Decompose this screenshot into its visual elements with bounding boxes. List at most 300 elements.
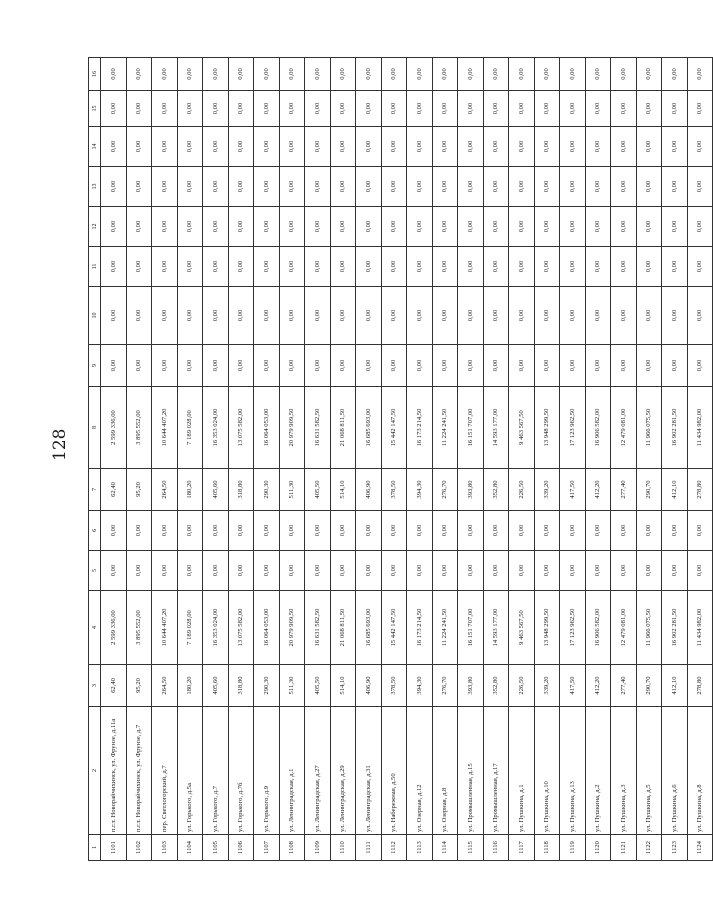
value-cell: 0,00 <box>560 345 586 387</box>
table-row <box>305 58 331 861</box>
value-cell: 0,00 <box>509 511 535 551</box>
value-cell: 0,00 <box>585 167 611 207</box>
value-cell: 0,00 <box>636 91 662 127</box>
row-id-cell: 1117 <box>509 835 535 861</box>
value-cell: 0,00 <box>585 551 611 591</box>
table-row <box>152 58 178 861</box>
value-cell: 0,00 <box>560 287 586 345</box>
value-cell: 226,50 <box>509 665 535 707</box>
value-cell: 0,00 <box>279 287 305 345</box>
value-cell: 0,00 <box>560 167 586 207</box>
value-cell: 0,00 <box>126 247 152 287</box>
value-cell: 0,00 <box>330 287 356 345</box>
value-cell: 0,00 <box>177 247 203 287</box>
value-cell: 0,00 <box>305 247 331 287</box>
value-cell: 276,70 <box>432 665 458 707</box>
table-row <box>585 58 611 861</box>
value-cell: 393,80 <box>458 665 484 707</box>
value-cell: 16 902 281,50 <box>662 591 688 665</box>
value-cell: 0,00 <box>305 287 331 345</box>
column-number: 16 <box>89 58 101 91</box>
value-cell: 0,00 <box>611 91 637 127</box>
value-cell: 405,50 <box>305 469 331 511</box>
value-cell: 0,00 <box>101 58 127 91</box>
value-cell: 0,00 <box>203 58 229 91</box>
value-cell: 0,00 <box>611 287 637 345</box>
value-cell: 0,00 <box>407 58 433 91</box>
row-id-cell: 1106 <box>228 835 254 861</box>
row-id-cell: 1121 <box>611 835 637 861</box>
address-cell: пер. Светлогорский, д.7 <box>152 707 178 835</box>
housing-fund-table <box>88 57 713 861</box>
value-cell: 62,40 <box>101 665 127 707</box>
value-cell: 16 906 582,00 <box>585 591 611 665</box>
value-cell: 0,00 <box>126 345 152 387</box>
value-cell: 17 123 962,50 <box>560 591 586 665</box>
value-cell: 417,50 <box>560 665 586 707</box>
value-cell: 0,00 <box>687 207 713 247</box>
value-cell: 95,20 <box>126 469 152 511</box>
value-cell: 0,00 <box>585 207 611 247</box>
value-cell: 0,00 <box>177 345 203 387</box>
value-cell: 264,50 <box>152 665 178 707</box>
value-cell: 3 895 552,00 <box>126 387 152 469</box>
value-cell: 0,00 <box>381 127 407 167</box>
table-row <box>407 58 433 861</box>
row-id-cell: 1104 <box>177 835 203 861</box>
value-cell: 0,00 <box>687 551 713 591</box>
value-cell: 0,00 <box>254 345 280 387</box>
value-cell: 0,00 <box>585 511 611 551</box>
value-cell: 0,00 <box>611 167 637 207</box>
value-cell: 0,00 <box>356 91 382 127</box>
address-cell: ул. Пушкина, д.5 <box>636 707 662 835</box>
value-cell: 16 064 053,00 <box>254 387 280 469</box>
value-cell: 16 173 214,50 <box>407 591 433 665</box>
value-cell: 0,00 <box>662 345 688 387</box>
value-cell: 0,00 <box>305 58 331 91</box>
row-id-cell: 1120 <box>585 835 611 861</box>
value-cell: 0,00 <box>509 345 535 387</box>
value-cell: 14 593 177,00 <box>483 591 509 665</box>
value-cell: 21 068 811,50 <box>330 591 356 665</box>
value-cell: 264,50 <box>152 469 178 511</box>
value-cell: 0,00 <box>381 207 407 247</box>
value-cell: 0,00 <box>509 207 535 247</box>
row-id-cell: 1122 <box>636 835 662 861</box>
value-cell: 0,00 <box>585 58 611 91</box>
value-cell: 0,00 <box>228 91 254 127</box>
value-cell: 0,00 <box>458 511 484 551</box>
value-cell: 0,00 <box>101 287 127 345</box>
value-cell: 0,00 <box>534 91 560 127</box>
value-cell: 0,00 <box>305 551 331 591</box>
value-cell: 0,00 <box>407 167 433 207</box>
value-cell: 0,00 <box>305 91 331 127</box>
value-cell: 0,00 <box>330 58 356 91</box>
value-cell: 0,00 <box>432 551 458 591</box>
value-cell: 0,00 <box>101 167 127 207</box>
value-cell: 0,00 <box>407 345 433 387</box>
value-cell: 514,10 <box>330 469 356 511</box>
value-cell: 0,00 <box>687 127 713 167</box>
value-cell: 0,00 <box>330 247 356 287</box>
row-id-cell: 1115 <box>458 835 484 861</box>
value-cell: 0,00 <box>177 511 203 551</box>
value-cell: 0,00 <box>687 58 713 91</box>
value-cell: 0,00 <box>636 58 662 91</box>
value-cell: 0,00 <box>560 207 586 247</box>
address-cell: ул. Промышленная, д.17 <box>483 707 509 835</box>
value-cell: 0,00 <box>152 167 178 207</box>
value-cell: 0,00 <box>126 511 152 551</box>
address-cell: ул. Ленинградская, д.27 <box>305 707 331 835</box>
value-cell: 278,80 <box>687 469 713 511</box>
value-cell: 226,50 <box>509 469 535 511</box>
value-cell: 20 979 909,50 <box>279 387 305 469</box>
address-cell: ул. Ленинградская, д.1 <box>279 707 305 835</box>
value-cell: 0,00 <box>636 287 662 345</box>
value-cell: 0,00 <box>432 207 458 247</box>
address-cell: ул. Пушкина, д.13 <box>560 707 586 835</box>
value-cell: 0,00 <box>662 58 688 91</box>
value-cell: 0,00 <box>662 91 688 127</box>
value-cell: 0,00 <box>662 551 688 591</box>
value-cell: 62,40 <box>101 469 127 511</box>
value-cell: 0,00 <box>611 58 637 91</box>
value-cell: 0,00 <box>407 551 433 591</box>
value-cell: 0,00 <box>177 207 203 247</box>
value-cell: 0,00 <box>279 345 305 387</box>
value-cell: 0,00 <box>534 167 560 207</box>
column-number: 8 <box>89 387 101 469</box>
value-cell: 0,00 <box>305 511 331 551</box>
value-cell: 0,00 <box>203 91 229 127</box>
column-number: 13 <box>89 167 101 207</box>
column-number-row <box>89 58 101 861</box>
value-cell: 16 906 582,00 <box>585 387 611 469</box>
value-cell: 16 631 582,50 <box>305 387 331 469</box>
value-cell: 514,10 <box>330 665 356 707</box>
value-cell: 7 189 028,00 <box>177 387 203 469</box>
value-cell: 0,00 <box>534 287 560 345</box>
value-cell: 0,00 <box>177 287 203 345</box>
value-cell: 0,00 <box>432 127 458 167</box>
value-cell: 511,30 <box>279 469 305 511</box>
value-cell: 0,00 <box>330 207 356 247</box>
address-cell: ул. Горького, д.7 <box>203 707 229 835</box>
value-cell: 0,00 <box>126 91 152 127</box>
value-cell: 0,00 <box>611 207 637 247</box>
value-cell: 16 902 281,50 <box>662 387 688 469</box>
value-cell: 405,60 <box>203 665 229 707</box>
row-id-cell: 1111 <box>356 835 382 861</box>
value-cell: 3 895 552,00 <box>126 591 152 665</box>
table-row <box>662 58 688 861</box>
row-id-cell: 1105 <box>203 835 229 861</box>
value-cell: 0,00 <box>585 287 611 345</box>
row-id-cell: 1103 <box>152 835 178 861</box>
value-cell: 405,50 <box>305 665 331 707</box>
value-cell: 290,70 <box>636 469 662 511</box>
value-cell: 0,00 <box>611 247 637 287</box>
value-cell: 0,00 <box>636 511 662 551</box>
value-cell: 0,00 <box>381 511 407 551</box>
value-cell: 0,00 <box>177 551 203 591</box>
value-cell: 0,00 <box>509 287 535 345</box>
value-cell: 16 685 693,00 <box>356 591 382 665</box>
value-cell: 0,00 <box>407 91 433 127</box>
value-cell: 9 463 567,50 <box>509 591 535 665</box>
value-cell: 16 353 024,00 <box>203 591 229 665</box>
address-cell: п.г.т. Новорайчихинск, ул. Фрунзе, д.11а <box>101 707 127 835</box>
table-row <box>101 58 127 861</box>
value-cell: 0,00 <box>458 247 484 287</box>
value-cell: 412,20 <box>585 469 611 511</box>
value-cell: 0,00 <box>534 345 560 387</box>
value-cell: 0,00 <box>662 287 688 345</box>
value-cell: 0,00 <box>662 127 688 167</box>
value-cell: 0,00 <box>279 91 305 127</box>
value-cell: 10 644 407,20 <box>152 591 178 665</box>
value-cell: 290,70 <box>636 665 662 707</box>
value-cell: 0,00 <box>330 167 356 207</box>
value-cell: 0,00 <box>407 511 433 551</box>
value-cell: 0,00 <box>254 58 280 91</box>
value-cell: 0,00 <box>152 58 178 91</box>
value-cell: 0,00 <box>126 207 152 247</box>
value-cell: 95,20 <box>126 665 152 707</box>
value-cell: 0,00 <box>228 207 254 247</box>
value-cell: 0,00 <box>509 167 535 207</box>
row-id-cell: 1116 <box>483 835 509 861</box>
value-cell: 339,20 <box>534 665 560 707</box>
address-cell: п.г.т. Новорайчихинск, ул. Фрунзе, д.7 <box>126 707 152 835</box>
value-cell: 0,00 <box>534 247 560 287</box>
row-id-cell: 1124 <box>687 835 713 861</box>
value-cell: 0,00 <box>177 58 203 91</box>
value-cell: 0,00 <box>228 247 254 287</box>
column-number: 15 <box>89 91 101 127</box>
value-cell: 0,00 <box>636 207 662 247</box>
value-cell: 0,00 <box>177 127 203 167</box>
value-cell: 0,00 <box>228 287 254 345</box>
value-cell: 0,00 <box>458 207 484 247</box>
column-number: 4 <box>89 591 101 665</box>
value-cell: 406,90 <box>356 469 382 511</box>
value-cell: 0,00 <box>483 511 509 551</box>
value-cell: 276,70 <box>432 469 458 511</box>
value-cell: 12 479 081,00 <box>611 387 637 469</box>
value-cell: 0,00 <box>203 345 229 387</box>
address-cell: ул. Пушкина, д.8 <box>687 707 713 835</box>
value-cell: 0,00 <box>534 127 560 167</box>
value-cell: 0,00 <box>254 91 280 127</box>
row-id-cell: 1102 <box>126 835 152 861</box>
value-cell: 0,00 <box>560 247 586 287</box>
value-cell: 0,00 <box>152 127 178 167</box>
value-cell: 0,00 <box>254 511 280 551</box>
value-cell: 0,00 <box>585 91 611 127</box>
value-cell: 0,00 <box>203 287 229 345</box>
value-cell: 0,00 <box>254 247 280 287</box>
table-row <box>432 58 458 861</box>
table-row <box>330 58 356 861</box>
value-cell: 0,00 <box>381 91 407 127</box>
value-cell: 393,80 <box>458 469 484 511</box>
value-cell: 0,00 <box>279 207 305 247</box>
value-cell: 0,00 <box>636 345 662 387</box>
row-id-cell: 1110 <box>330 835 356 861</box>
table-row <box>483 58 509 861</box>
value-cell: 0,00 <box>305 127 331 167</box>
value-cell: 352,80 <box>483 665 509 707</box>
value-cell: 11 966 075,50 <box>636 591 662 665</box>
value-cell: 0,00 <box>254 287 280 345</box>
value-cell: 2 599 336,00 <box>101 387 127 469</box>
value-cell: 0,00 <box>356 207 382 247</box>
value-cell: 0,00 <box>228 127 254 167</box>
address-cell: ул. Пушкина, д.6 <box>662 707 688 835</box>
value-cell: 0,00 <box>279 511 305 551</box>
value-cell: 0,00 <box>483 247 509 287</box>
value-cell: 0,00 <box>203 511 229 551</box>
value-cell: 0,00 <box>228 58 254 91</box>
value-cell: 0,00 <box>305 207 331 247</box>
value-cell: 7 189 028,00 <box>177 591 203 665</box>
value-cell: 0,00 <box>330 127 356 167</box>
value-cell: 0,00 <box>687 91 713 127</box>
value-cell: 0,00 <box>126 167 152 207</box>
address-cell: ул. Озерная, д.8 <box>432 707 458 835</box>
value-cell: 417,50 <box>560 469 586 511</box>
value-cell: 0,00 <box>279 167 305 207</box>
column-number: 1 <box>89 835 101 861</box>
value-cell: 0,00 <box>381 345 407 387</box>
value-cell: 277,40 <box>611 665 637 707</box>
value-cell: 0,00 <box>585 247 611 287</box>
value-cell: 16 151 707,00 <box>458 387 484 469</box>
value-cell: 180,20 <box>177 469 203 511</box>
value-cell: 0,00 <box>305 167 331 207</box>
value-cell: 394,30 <box>407 469 433 511</box>
value-cell: 412,10 <box>662 469 688 511</box>
value-cell: 0,00 <box>126 287 152 345</box>
column-number: 9 <box>89 345 101 387</box>
column-number: 7 <box>89 469 101 511</box>
value-cell: 0,00 <box>203 207 229 247</box>
value-cell: 406,90 <box>356 665 382 707</box>
table-row <box>534 58 560 861</box>
value-cell: 15 442 147,50 <box>381 591 407 665</box>
value-cell: 0,00 <box>330 345 356 387</box>
value-cell: 0,00 <box>407 247 433 287</box>
value-cell: 290,30 <box>254 469 280 511</box>
address-cell: ул. Горького, д.9 <box>254 707 280 835</box>
value-cell: 16 064 053,00 <box>254 591 280 665</box>
column-number: 6 <box>89 511 101 551</box>
value-cell: 0,00 <box>636 247 662 287</box>
value-cell: 0,00 <box>330 511 356 551</box>
value-cell: 318,80 <box>228 469 254 511</box>
value-cell: 0,00 <box>356 167 382 207</box>
value-cell: 13 948 299,50 <box>534 387 560 469</box>
value-cell: 12 479 081,00 <box>611 591 637 665</box>
value-cell: 0,00 <box>483 167 509 207</box>
value-cell: 180,20 <box>177 665 203 707</box>
value-cell: 0,00 <box>356 287 382 345</box>
value-cell: 0,00 <box>687 247 713 287</box>
value-cell: 0,00 <box>228 345 254 387</box>
value-cell: 0,00 <box>152 511 178 551</box>
value-cell: 14 593 177,00 <box>483 387 509 469</box>
value-cell: 352,80 <box>483 469 509 511</box>
value-cell: 0,00 <box>432 345 458 387</box>
value-cell: 0,00 <box>203 247 229 287</box>
value-cell: 0,00 <box>662 247 688 287</box>
value-cell: 0,00 <box>560 58 586 91</box>
column-number: 14 <box>89 127 101 167</box>
address-cell: ул. Пушкина, д.3 <box>611 707 637 835</box>
table-row <box>279 58 305 861</box>
value-cell: 0,00 <box>483 91 509 127</box>
value-cell: 0,00 <box>203 127 229 167</box>
value-cell: 13 075 582,00 <box>228 591 254 665</box>
value-cell: 0,00 <box>560 511 586 551</box>
value-cell: 0,00 <box>509 58 535 91</box>
table-row <box>203 58 229 861</box>
value-cell: 0,00 <box>330 91 356 127</box>
column-number: 11 <box>89 247 101 287</box>
table-row <box>611 58 637 861</box>
value-cell: 15 442 147,50 <box>381 387 407 469</box>
value-cell: 0,00 <box>687 345 713 387</box>
value-cell: 0,00 <box>611 345 637 387</box>
value-cell: 0,00 <box>254 167 280 207</box>
value-cell: 0,00 <box>152 287 178 345</box>
value-cell: 0,00 <box>228 167 254 207</box>
table-row <box>381 58 407 861</box>
row-id-cell: 1123 <box>662 835 688 861</box>
value-cell: 0,00 <box>356 345 382 387</box>
value-cell: 16 353 024,00 <box>203 387 229 469</box>
row-id-cell: 1101 <box>101 835 127 861</box>
value-cell: 277,40 <box>611 469 637 511</box>
value-cell: 0,00 <box>432 58 458 91</box>
value-cell: 10 644 407,20 <box>152 387 178 469</box>
value-cell: 0,00 <box>126 127 152 167</box>
value-cell: 0,00 <box>203 551 229 591</box>
value-cell: 0,00 <box>228 551 254 591</box>
value-cell: 0,00 <box>483 127 509 167</box>
value-cell: 0,00 <box>407 207 433 247</box>
value-cell: 0,00 <box>509 91 535 127</box>
value-cell: 13 075 582,00 <box>228 387 254 469</box>
value-cell: 9 463 567,50 <box>509 387 535 469</box>
value-cell: 378,50 <box>381 469 407 511</box>
address-cell: ул. Горького, д.5а <box>177 707 203 835</box>
value-cell: 13 948 299,50 <box>534 591 560 665</box>
table-container <box>88 58 704 861</box>
table-row <box>228 58 254 861</box>
value-cell: 2 599 336,00 <box>101 591 127 665</box>
value-cell: 0,00 <box>152 91 178 127</box>
value-cell: 339,20 <box>534 469 560 511</box>
value-cell: 0,00 <box>687 511 713 551</box>
value-cell: 0,00 <box>279 247 305 287</box>
value-cell: 0,00 <box>560 127 586 167</box>
value-cell: 0,00 <box>407 127 433 167</box>
